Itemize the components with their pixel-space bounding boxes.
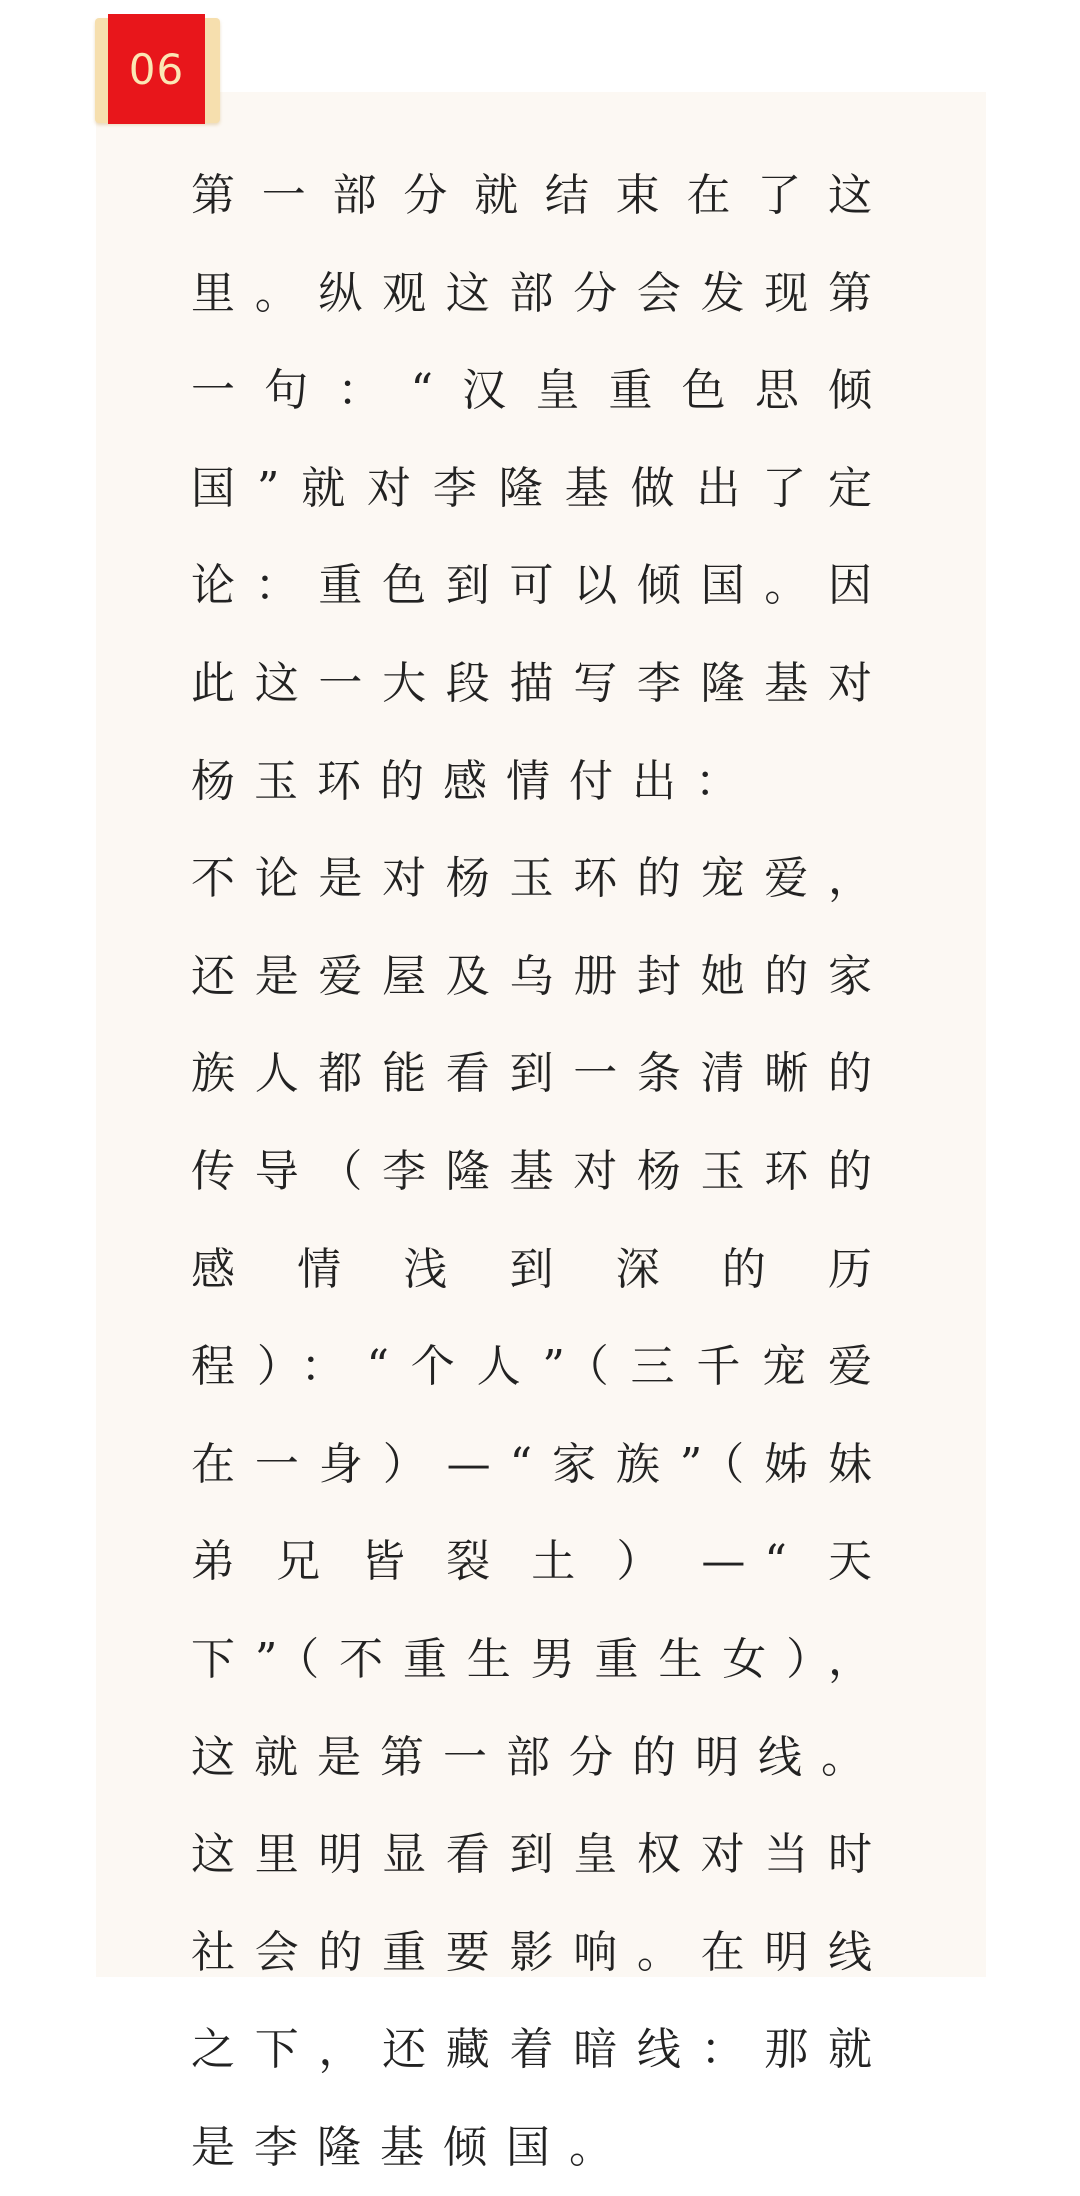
article-body [191,147,891,2196]
paragraph-1: 第一部分就结束在了这里。纵观这部分会发现第一句：“汉皇重色思倾国”就对李隆基做出了定论：重色到可以倾国。因此这一大段描写李隆基对杨玉环的感情付出： [191,170,891,807]
section-number-badge: 06 [108,14,205,124]
paragraph-3: 这里明显看到皇权对当时社会的重要影响。在明线之下，还藏着暗线：那就是李隆基倾国。 [191,1829,891,2173]
paragraph-2: 不论是对杨玉环的宠爱，还是爱屋及乌册封她的家族人都能看到一条清晰的传导（李隆基对杨玉环的感情浅到深的历程）：“个人”（三千宠爱在一身）—“家族”（姊妹弟兄皆裂土）—“天下”（不重生男重生女），这就是第一部分的明线。 [191,853,891,1783]
